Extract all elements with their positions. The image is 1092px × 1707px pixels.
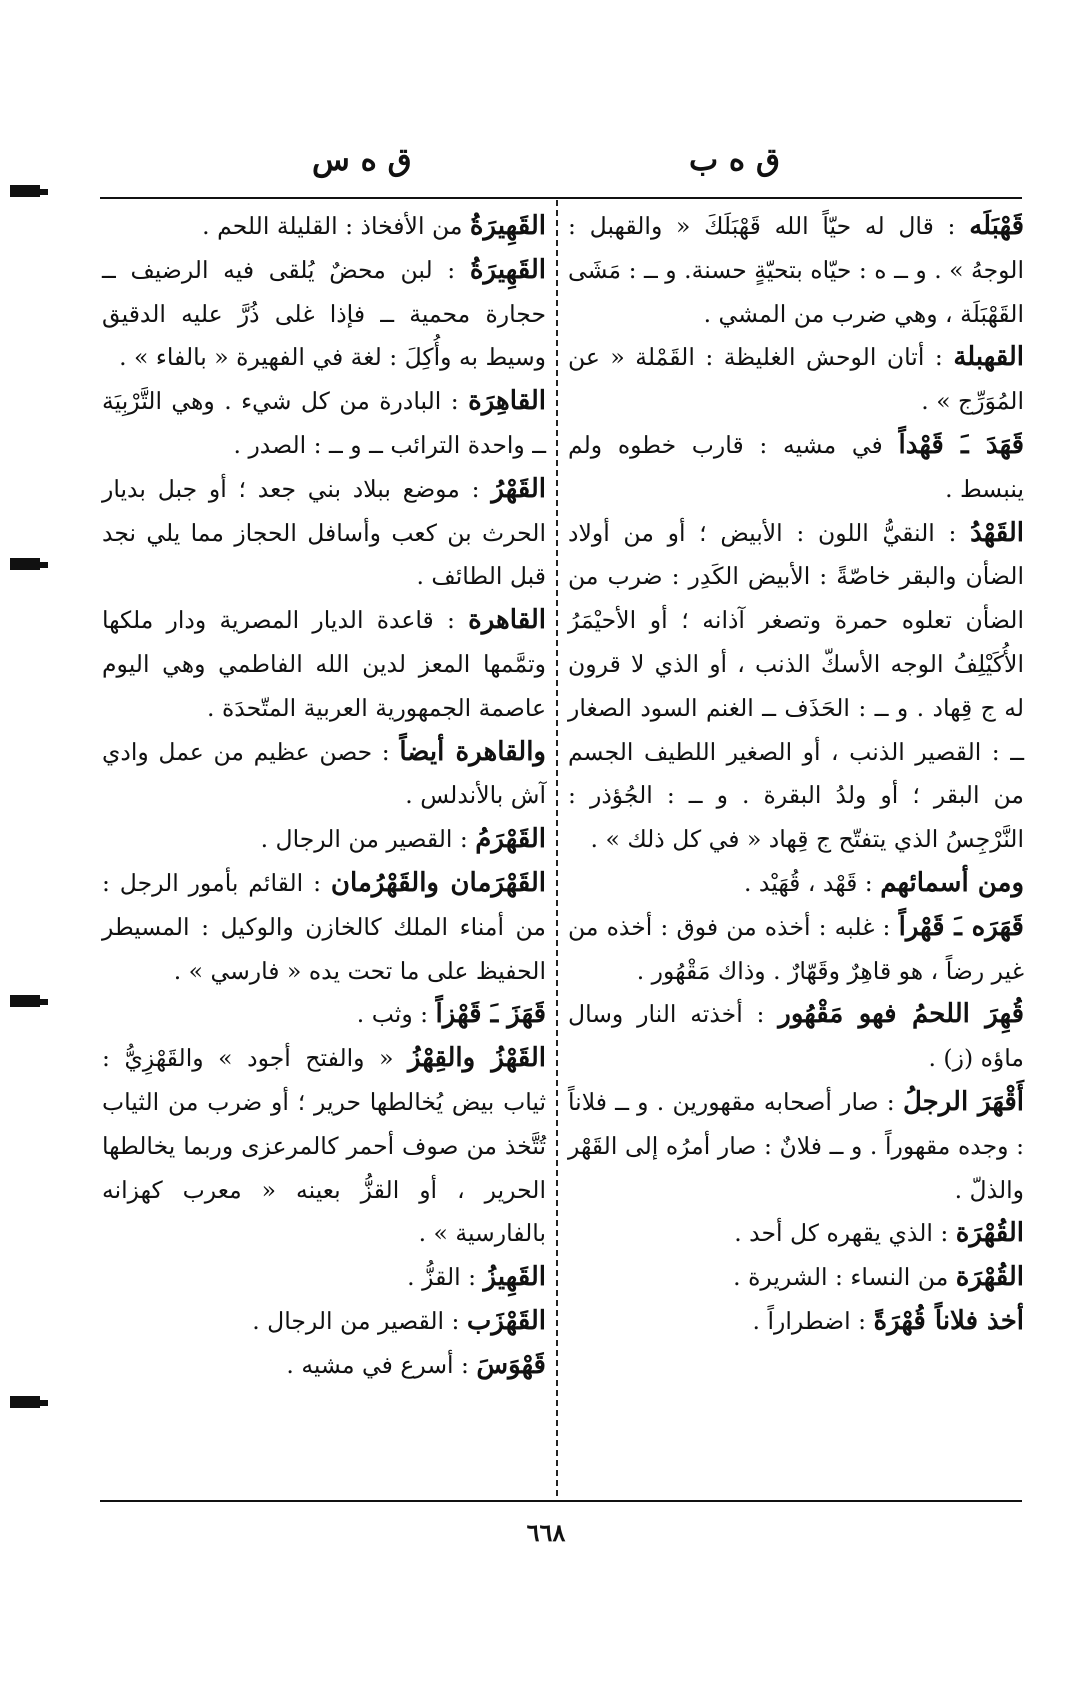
entry-headword: القهبلة — [953, 342, 1024, 373]
entry-definition: : القائم بأمور الرجل : من أمناء الملك كالخازن والوكيل : المسيطر الحفيظ على ما تحت يده « فارسي » . — [102, 868, 546, 985]
bottom-rule — [100, 1500, 1022, 1502]
entry-headword: القَهْزَب — [466, 1305, 546, 1336]
entry-definition: من النساء : الشريرة . — [733, 1263, 956, 1292]
dictionary-entry — [102, 1037, 546, 1256]
dictionary-entry — [102, 599, 546, 730]
binding-mark — [10, 556, 50, 572]
entry-definition: : غلبه : أخذه من فوق : أخذه من غير رضاً ، هو قاهِرٌ وقَهّارٌ . وذاك مَقْهُور . — [568, 912, 1024, 985]
binding-mark — [10, 183, 50, 199]
running-header-left: ق ه س — [312, 142, 412, 178]
dictionary-entry — [102, 731, 546, 819]
dictionary-entry — [568, 862, 1024, 906]
entry-headword: القُهْرَة — [955, 1218, 1024, 1249]
entry-headword: قُهِرَ اللحمُ فهو مَقْهُور — [778, 999, 1024, 1030]
dictionary-entry — [102, 205, 546, 249]
entry-definition: : أتان الوحش الغليظة : القَمْلة « عن المُوَرِّج » . — [568, 343, 1024, 416]
binding-mark — [10, 1394, 50, 1410]
dictionary-entry — [568, 336, 1024, 424]
entry-definition: : النقيُّ اللون : الأبيض ؛ أو من أولاد الضأن والبقر خاصّةً : الأبيض الكَدِر : ضرب من الضأن تعلوه حمرة وتصغر آذانه ؛ أو الأحيْمَرُ الأُكَيْلِفُ الوجه الأسكّ الذنب ، أو الذي لا قرون له ج قِهاد . و ــ : الحَذَف ــ الغنم السود الصغار ــ : القصير الذنب ، أو الصغير اللطيف الجسم من البقر ؛ أو ولدُ البقرة . و ــ : الجُؤذر : النَّرْجِسُ الذي يتفتّح ج قِهاد « في كل ذلك » . — [568, 518, 1024, 854]
entry-headword: ومن أسمائهم — [880, 867, 1024, 898]
column-divider — [556, 200, 558, 1496]
entry-headword: القَهْرَمان والقَهْرُمان — [330, 867, 547, 898]
entry-definition: : صار أصحابه مقهورين . و ــ فلاناً : وجده مقهوراً . و ــ فلانٌ : صار أمرُه إلى القَهْر والذلّ . — [568, 1087, 1024, 1204]
running-header-right: ق ه ب — [688, 142, 780, 178]
dictionary-entry — [102, 468, 546, 599]
entry-headword: القَهِيرَةُ — [469, 211, 546, 241]
entry-definition: : أخذته النار وسال ماؤه (ز) . — [568, 1000, 1024, 1073]
entry-definition: : القزُّ . — [407, 1263, 484, 1292]
entry-definition: : قاعدة الديار المصرية ودار ملكها وتمَّمها المعز لدين الله الفاطمي وهي اليوم عاصمة الجمهورية العربية المتّحدَة . — [102, 606, 546, 722]
entry-headword: قَهَزَ ـَ قَهْزاً — [435, 999, 546, 1030]
dictionary-entry — [102, 380, 546, 468]
dictionary-entry — [102, 1300, 546, 1344]
entry-definition: : القصير من الرجال . — [260, 825, 476, 854]
entry-headword: القَهْدُ — [970, 517, 1024, 548]
entry-definition: : البادرة من كل شيء . وهي التَّرْبِيَة ــ واحدة الترائب ــ و ــ : الصدر . — [102, 387, 546, 459]
entry-definition: : أسرع في مشيه . — [286, 1350, 477, 1379]
entry-headword: القَهِيزُ — [483, 1262, 546, 1293]
dictionary-entry — [568, 906, 1024, 994]
entry-definition: : قَهْد ، قُهَيْد . — [743, 868, 881, 897]
dictionary-entry — [568, 993, 1024, 1081]
dictionary-entry — [568, 205, 1024, 336]
dictionary-entry — [102, 1256, 546, 1300]
dictionary-entry — [102, 818, 546, 862]
entry-headword: أخذ فلاناً قُهْرَةً — [873, 1305, 1024, 1336]
entry-definition: من الأفخاذ : القليلة اللحم . — [202, 212, 470, 240]
dictionary-entry — [568, 512, 1024, 862]
dictionary-entry — [568, 1212, 1024, 1256]
entry-definition: : الذي يقهره كل أحد . — [734, 1219, 956, 1248]
dictionary-entry — [568, 1081, 1024, 1212]
dictionary-entry — [102, 993, 546, 1037]
entry-headword: القَهْرَمُ — [475, 824, 546, 855]
entry-definition: : لبن محضٌ يُلقى فيه الرضيف ــ حجارة محمية ــ فإذا غلى ذُرَّ عليه الدقيق وسيط به وأُكِلَ : لغة في الفهيرة « بالفاء » . — [102, 255, 546, 372]
entry-headword: قَهْبَلَه — [969, 211, 1024, 241]
entry-definition: : قال له حيّاً الله قَهْبَلَكَ « والقهبل : الوجهُ » . و ــ ه : حيّاه بتحيّةٍ حسنة. و ــ : مَشَى القَهْبَلَة ، وهي ضرب من المشي . — [568, 212, 1024, 328]
entry-definition: : القصير من الرجال . — [252, 1306, 467, 1335]
left-column — [102, 205, 546, 1388]
entry-headword: القَهِيرَةُ — [469, 254, 546, 285]
entry-headword: قَهَرَه ـَ قَهْراً — [898, 911, 1024, 942]
entry-headword: القَهْزُ والقِهْزُ — [408, 1043, 546, 1074]
entry-definition: : موضع ببلاد بني جعد ؛ أو جبل بديار الحرث بن كعب وأسافل الحجاز مما يلي نجد قبل الطائف . — [102, 474, 546, 591]
entry-headword: القاهِرَة — [468, 386, 546, 417]
dictionary-entry — [102, 1344, 546, 1388]
dictionary-entry — [102, 249, 546, 380]
dictionary-entry — [568, 424, 1024, 512]
dictionary-entry — [102, 862, 546, 993]
entry-headword: القَهْرُ — [491, 473, 546, 504]
binding-mark — [10, 993, 50, 1009]
entry-headword: القُهْرَة — [955, 1262, 1024, 1293]
right-column — [568, 205, 1024, 1344]
page-number: ٦٦٨ — [526, 1518, 566, 1547]
entry-definition: في مشيه : قارب خطوه ولم ينبسط . — [568, 430, 1024, 503]
entry-headword: قَهْوَسَ — [476, 1349, 546, 1380]
entry-definition: : اضطراراً . — [752, 1306, 874, 1335]
dictionary-entry — [568, 1300, 1024, 1344]
entry-headword: القاهرة — [468, 605, 546, 636]
entry-definition: « والفتح أجود » والقَهْزِيُّ : ثياب بيض يُخالطها حرير ؛ أو ضرب من الثياب تُتَّخذ من صوف أحمر كالمرعزى وربما يخالطها الحرير ، أو القزُّ بعينه « معرب كهزانه بالفارسية » . — [102, 1044, 546, 1248]
top-rule — [100, 197, 1022, 199]
entry-headword: قَهَدَ ـَ قَهْداً — [898, 429, 1024, 460]
dictionary-entry — [568, 1256, 1024, 1300]
entry-headword: والقاهرة أيضاً — [399, 736, 546, 767]
entry-definition: : وثب . — [356, 1000, 436, 1029]
entry-definition: : حصن عظيم من عمل وادي آش بالأندلس . — [102, 737, 546, 810]
entry-headword: أَقْهَرَ الرجلُ — [902, 1086, 1024, 1117]
